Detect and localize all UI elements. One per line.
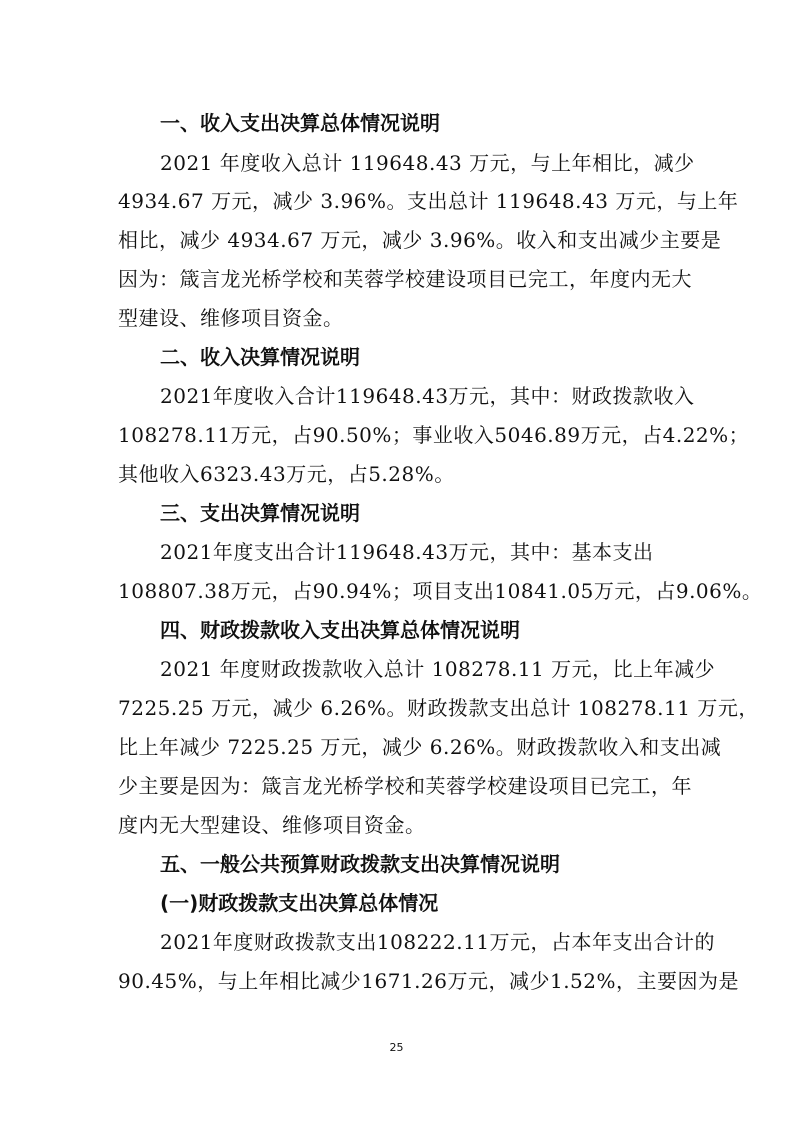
- paragraph-line: 108807.38万元，占90.94%；项目支出10841.05万元，占9.06%。: [118, 579, 763, 603]
- paragraph-line: 度内无大型建设、维修项目资金。: [118, 813, 426, 837]
- paragraph-line: 4934.67 万元，减少 3.96%。支出总计 119648.43 万元，与上年: [118, 189, 739, 213]
- section-heading-3: 三、支出决算情况说明: [160, 501, 360, 525]
- paragraph-line: 因为：箴言龙光桥学校和芙蓉学校建设项目已完工，年度内无大: [118, 267, 692, 291]
- paragraph-line: 其他收入6323.43万元，占5.28%。: [118, 462, 455, 486]
- paragraph-line: 7225.25 万元，减少 6.26%。财政拨款支出总计 108278.11 万元，: [118, 696, 759, 720]
- paragraph-line: 2021年度财政拨款支出108222.11万元，占本年支出合计的: [160, 930, 716, 954]
- section-heading-2: 二、收入决算情况说明: [160, 345, 360, 369]
- paragraph-line: 相比，减少 4934.67 万元，减少 3.96%。收入和支出减少主要是: [118, 228, 722, 252]
- paragraph-line: 比上年减少 7225.25 万元，减少 6.26%。财政拨款收入和支出减: [118, 735, 722, 759]
- page-number: 25: [389, 1041, 404, 1054]
- section-heading-5: 五、一般公共预算财政拨款支出决算情况说明: [160, 852, 560, 876]
- paragraph-line: 90.45%，与上年相比减少1671.26万元，减少1.52%，主要因为是: [118, 969, 739, 993]
- subsection-heading: (一)财政拨款支出决算总体情况: [160, 891, 439, 915]
- paragraph-line: 2021 年度收入总计 119648.43 万元，与上年相比，减少: [160, 151, 695, 175]
- paragraph-line: 少主要是因为：箴言龙光桥学校和芙蓉学校建设项目已完工，年: [118, 774, 692, 798]
- section-heading-1: 一、收入支出决算总体情况说明: [160, 111, 440, 135]
- paragraph-line: 型建设、维修项目资金。: [118, 306, 344, 330]
- paragraph-line: 108278.11万元，占90.50%；事业收入5046.89万元，占4.22%；: [118, 423, 750, 447]
- paragraph-line: 2021年度支出合计119648.43万元，其中：基本支出: [160, 540, 654, 564]
- paragraph-line: 2021 年度财政拨款收入总计 108278.11 万元，比上年减少: [160, 657, 716, 681]
- section-heading-4: 四、财政拨款收入支出决算总体情况说明: [160, 618, 520, 642]
- paragraph-line: 2021年度收入合计119648.43万元，其中：财政拨款收入: [160, 384, 695, 408]
